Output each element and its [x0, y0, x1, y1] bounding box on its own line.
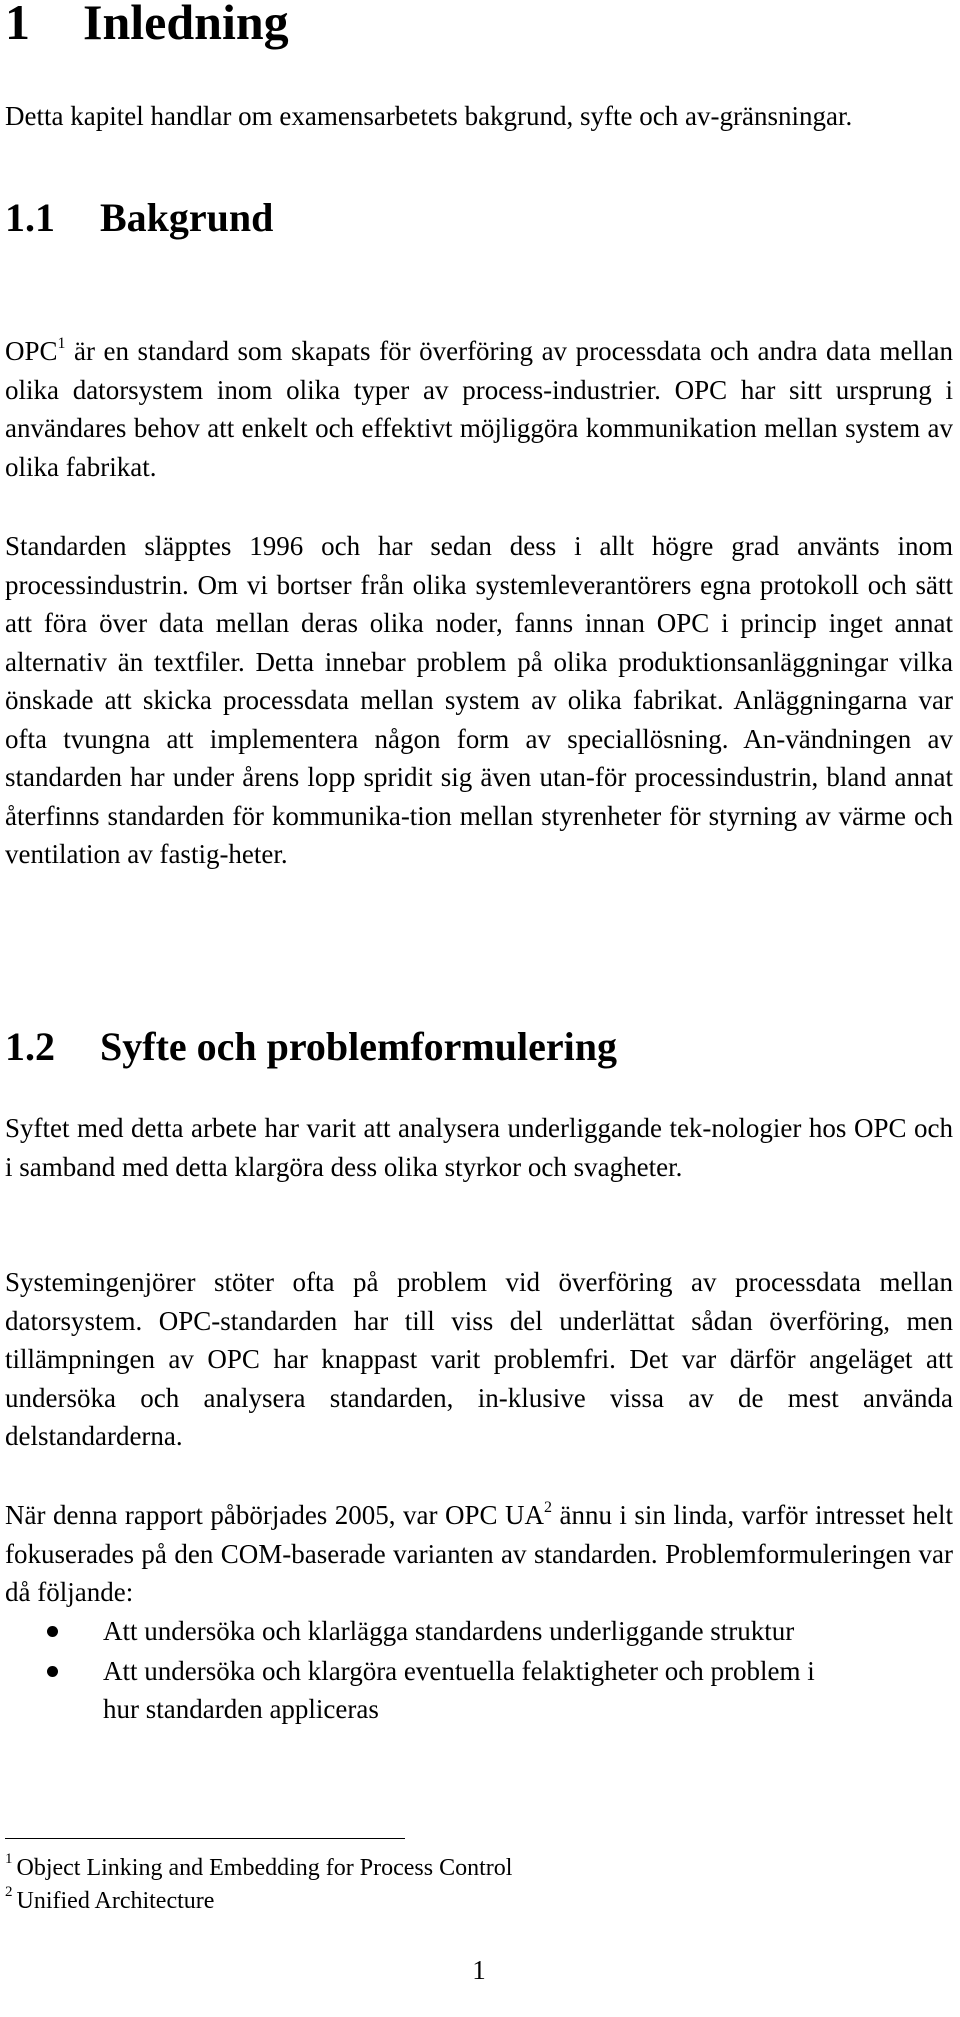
chapter-number: 1 [5, 0, 30, 50]
intro-paragraph: Detta kapitel handlar om examensarbetets bakgrund, syfte och av-gränsningar. [5, 101, 853, 131]
footnotes [5, 1852, 953, 1918]
list-item-text: Att undersöka och klargöra eventuella felaktigheter och problem i hur standarden appliceras [103, 1655, 815, 1724]
section-number: 1.1 [5, 195, 55, 240]
footnote [5, 1852, 953, 1885]
footnote [5, 1885, 953, 1918]
bakgrund-paragraph-2: Standarden släpptes 1996 och har sedan dess i allt högre grad använts inom processindustrin. Om vi bortser från olika systemleverantörers egna protokoll och sätt att föra över data mellan deras olika noder, fanns innan OPC i princip inget annat alternativ än textfiler. Detta innebar problem på olika produktionsanläggningar vilka önskade att skicka processdata mellan system av olika fabrikat. Anläggningarna var ofta tvungna att implementera någon form av speciallösning. An-vändningen av standarden har under årens lopp spridit sig även utan-för processindustrin, bland annat återfinns standarden för kommunika-tion mellan styrenheter för styrning av värme och ventilation av fastig-heter. [5, 531, 953, 869]
list-item-text: Att undersöka och klarlägga standardens underliggande struktur [103, 1616, 795, 1646]
paragraph-text: är en standard som skapats för överföring av processdata och andra data mellan olika datorsystem inom olika typer av process-industrier. OPC har sitt ursprung i användares behov att enkelt och effektivt möjliggöra kommunikation mellan system av olika fabrikat. [5, 336, 953, 482]
footnote-divider [5, 1838, 405, 1839]
page-number: 1 [472, 1955, 486, 1985]
syfte-paragraph-3 [5, 1496, 953, 1612]
list-item [5, 1652, 853, 1729]
footnote-text: Object Linking and Embedding for Process Control [16, 1855, 513, 1881]
paragraph-text: När denna rapport påbörjades 2005, var OPC UA [5, 1500, 544, 1530]
paragraph-text: ännu i sin linda, varför intresset helt fokuserades på den COM-baserade varianten av standarden. Problemformuleringen var då följande: [5, 1500, 954, 1607]
bullet-icon [47, 1666, 58, 1677]
opc-term: OPC [5, 336, 58, 366]
bakgrund-paragraph-1 [5, 332, 953, 486]
chapter-heading [5, 0, 289, 50]
footnote-text: Unified Architecture [16, 1888, 215, 1914]
section-title: Bakgrund [100, 195, 274, 240]
syfte-paragraph-2: Systemingenjörer stöter ofta på problem vid överföring av processdata mellan datorsystem. OPC-standarden har till viss del underlättat sådan överföring, men tillämpningen av OPC har knappast varit problemfri. Det var därför angeläget att undersöka och analysera standarden, in-klusive vissa av de mest använda delstandarderna. [5, 1267, 953, 1451]
syfte-paragraph-1: Syftet med detta arbete har varit att analysera underliggande tek-nologier hos OPC och i samband med detta klargöra dess olika styrkor och svagheter. [5, 1113, 953, 1182]
footnote-marker: 1 [5, 1851, 13, 1867]
footnote-ref-1: 1 [57, 335, 66, 352]
chapter-title: Inledning [83, 0, 289, 50]
footnote-ref-2: 2 [543, 1499, 552, 1516]
bullet-icon [47, 1626, 58, 1637]
problem-list [5, 1612, 953, 1730]
footnote-marker: 2 [5, 1884, 13, 1900]
section-heading-syfte [5, 1024, 617, 1070]
section-number: 1.2 [5, 1024, 55, 1069]
section-heading-bakgrund [5, 195, 273, 241]
section-title: Syfte och problemformulering [100, 1024, 617, 1069]
list-item [5, 1612, 853, 1651]
